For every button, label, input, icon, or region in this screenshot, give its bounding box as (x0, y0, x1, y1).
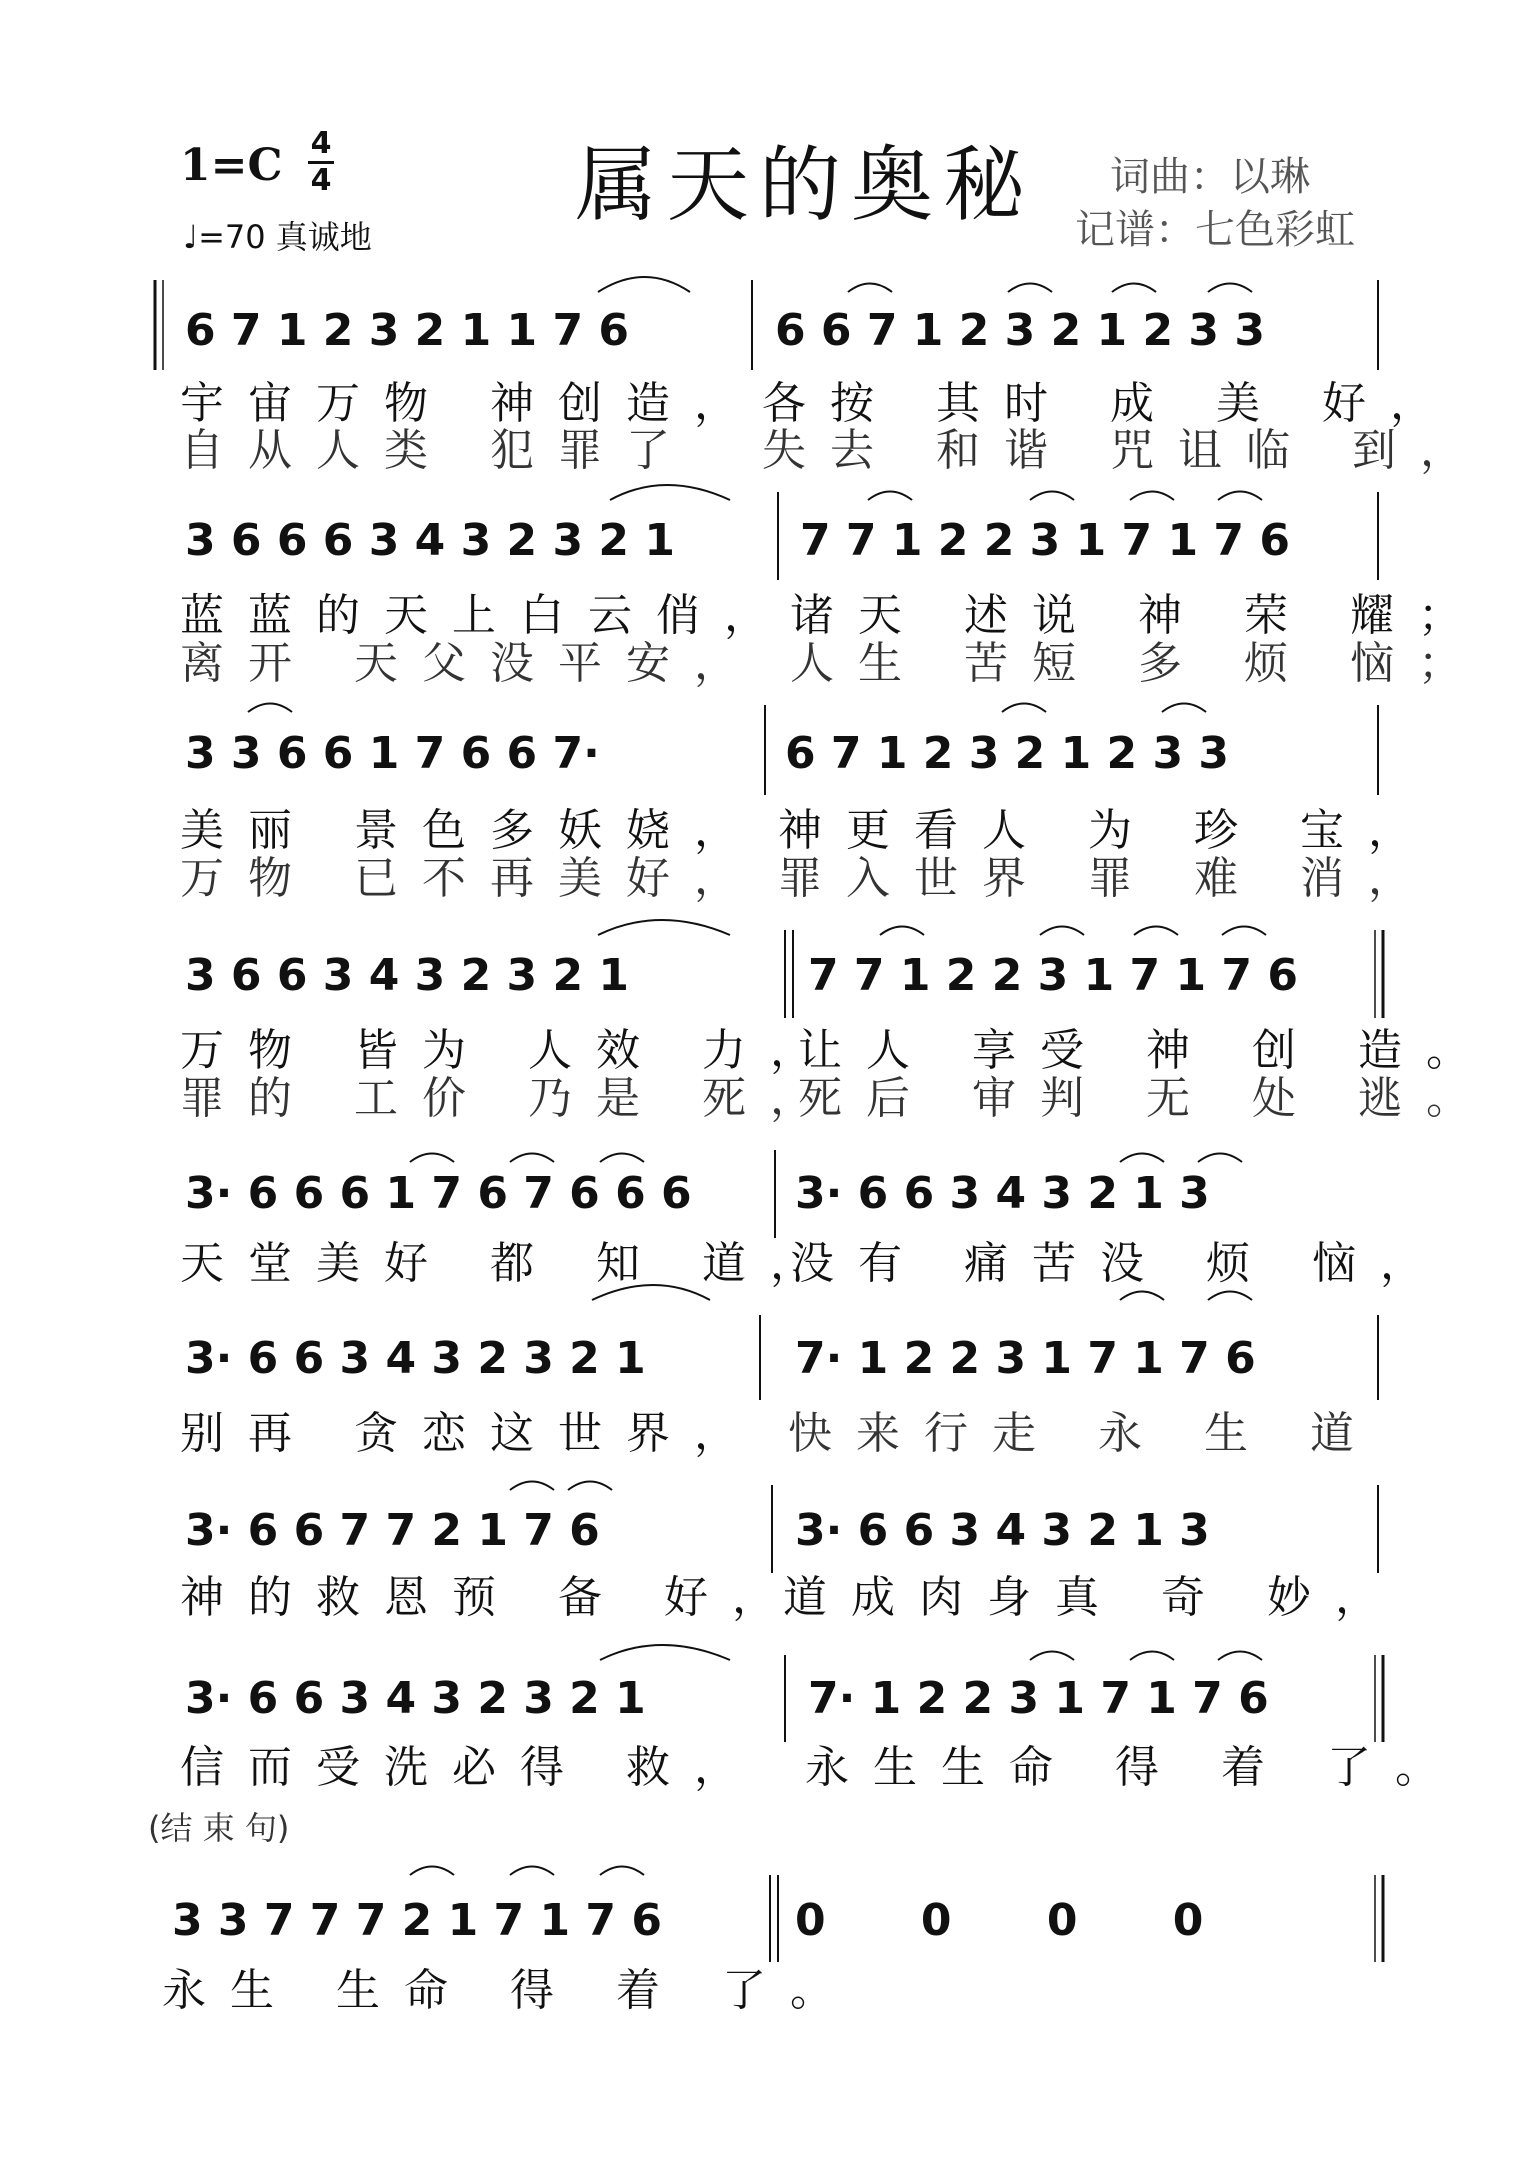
melody-s8-m2: 7· 1 2 2 3 1 7 1 7 6 (808, 1673, 1269, 1724)
composer-credit: 词曲：以琳 (1110, 154, 1310, 200)
melody-s7-m2: 3· 6 6 3 4 3 2 1 3 (795, 1505, 1210, 1556)
lyric-s5-v1b: 没有 痛苦没 烦 恼， (790, 1238, 1448, 1289)
melody-s4-m2: 7 7 1 2 2 3 1 7 1 7 6 (808, 950, 1298, 1001)
melody-s3-m2: 6 7 1 2 3 2 1 2 3 3 (785, 728, 1230, 779)
lyric-s1-v2a: 自从人类 犯罪了 (180, 425, 694, 476)
melody-ending-m2: 0 0 0 0 (795, 1895, 1244, 1946)
melody-s2-m2: 7 7 1 2 2 3 1 7 1 7 6 (800, 515, 1290, 566)
melody-s2-m1: 3 6 6 6 3 4 3 2 3 2 1 (185, 515, 675, 566)
lyric-s6-v1a: 别再 贪恋这世界， (180, 1408, 762, 1459)
melody-s1-m2: 6 6 7 1 2 3 2 1 2 3 3 (775, 305, 1265, 356)
lyric-s8-v1a: 信而受洗必得 救， (180, 1742, 762, 1793)
lyric-s3-v1b: 神更看人 为 珍 宝， (778, 805, 1436, 856)
lyric-s3-v2b: 罪入世界 罪 难 消， (778, 853, 1436, 904)
lyric-s6-v1b: 快来行走 永 生 道 (788, 1408, 1378, 1459)
melody-s5-m1: 3· 6 6 6 1 7 6 7 6 6 6 (185, 1168, 692, 1219)
lyric-ending: 永生 生命 得 着 了。 (162, 1965, 858, 2016)
system-2 (180, 485, 1486, 689)
melody-s1-m1: 6 7 1 2 3 2 1 1 7 6 (185, 305, 630, 356)
melody-s4-m1: 3 6 6 3 4 3 2 3 2 1 (185, 950, 630, 1001)
time-bottom: 4 (310, 163, 332, 198)
lyric-s5-v1a: 天堂美好 都 知 道， (180, 1238, 838, 1289)
lyric-s8-v1b: 永生生命 得 着 了。 (805, 1742, 1463, 1793)
lyric-s1-v2b: 失去 和谐 咒诅临 到， (762, 425, 1488, 476)
lyric-s3-v2a: 万物 已不再美好， (180, 853, 762, 904)
lyric-s1-v1a: 宇宙万物 神创造， (180, 378, 762, 429)
melody-s5-m2: 3· 6 6 3 4 3 2 1 3 (795, 1168, 1210, 1219)
lyric-s4-v2b: 死后 审判 无 处 逃。 (798, 1073, 1494, 1124)
ending-system (162, 1867, 1383, 2017)
time-top: 4 (310, 126, 332, 161)
lyric-s4-v1a: 万物 皆为 人效 力， (180, 1025, 838, 1076)
tempo-marking: ♩=70 真诚地 (183, 218, 372, 256)
melody-s3-m1: 3 3 6 6 1 7 6 6 7· (185, 728, 600, 779)
lyric-s2-v2b: 人生 苦短 多 烦 恼； (790, 638, 1486, 689)
system-8 (180, 1645, 1463, 1793)
lyric-s2-v1b: 诸天 述说 神 荣 耀； (790, 590, 1486, 641)
lyric-s1-v1b: 各按 其时 成 美 好， (762, 378, 1458, 429)
notator-credit: 记谱：七色彩虹 (1075, 207, 1355, 253)
melody-s6-m2: 7· 1 2 2 3 1 7 1 7 6 (795, 1333, 1256, 1384)
system-4 (180, 920, 1494, 1124)
melody-s6-m1: 3· 6 6 3 4 3 2 3 2 1 (185, 1333, 646, 1384)
system-5 (180, 1150, 1448, 1289)
lyric-s3-v1a: 美丽 景色多妖娆， (180, 805, 762, 856)
lyric-s2-v1a: 蓝蓝的天上白云俏， (180, 590, 792, 641)
system-7 (180, 1482, 1403, 1624)
system-3 (180, 704, 1436, 905)
lyric-s7-v1b: 道成肉身真 奇 妙， (783, 1572, 1403, 1623)
lyric-s7-v1a: 神的救恩预 备 好， (180, 1572, 800, 1623)
lyric-s4-v2a: 罪的 工价 乃是 死， (180, 1073, 838, 1124)
lyric-s2-v2a: 离开 天父没平安， (180, 638, 762, 689)
key-signature: 1=C (180, 140, 283, 191)
system-1 (155, 277, 1488, 476)
song-title: 属天的奥秘 (575, 138, 1036, 233)
ending-label: (结 束 句) (148, 1809, 290, 1847)
melody-s8-m1: 3· 6 6 3 4 3 2 3 2 1 (185, 1673, 646, 1724)
melody-ending-m1: 3 3 7 7 7 2 1 7 1 7 6 (172, 1895, 662, 1946)
system-6 (180, 1285, 1378, 1459)
lyric-s4-v1b: 让人 享受 神 创 造。 (798, 1025, 1494, 1076)
melody-s7-m1: 3· 6 6 7 7 2 1 7 6 (185, 1505, 600, 1556)
